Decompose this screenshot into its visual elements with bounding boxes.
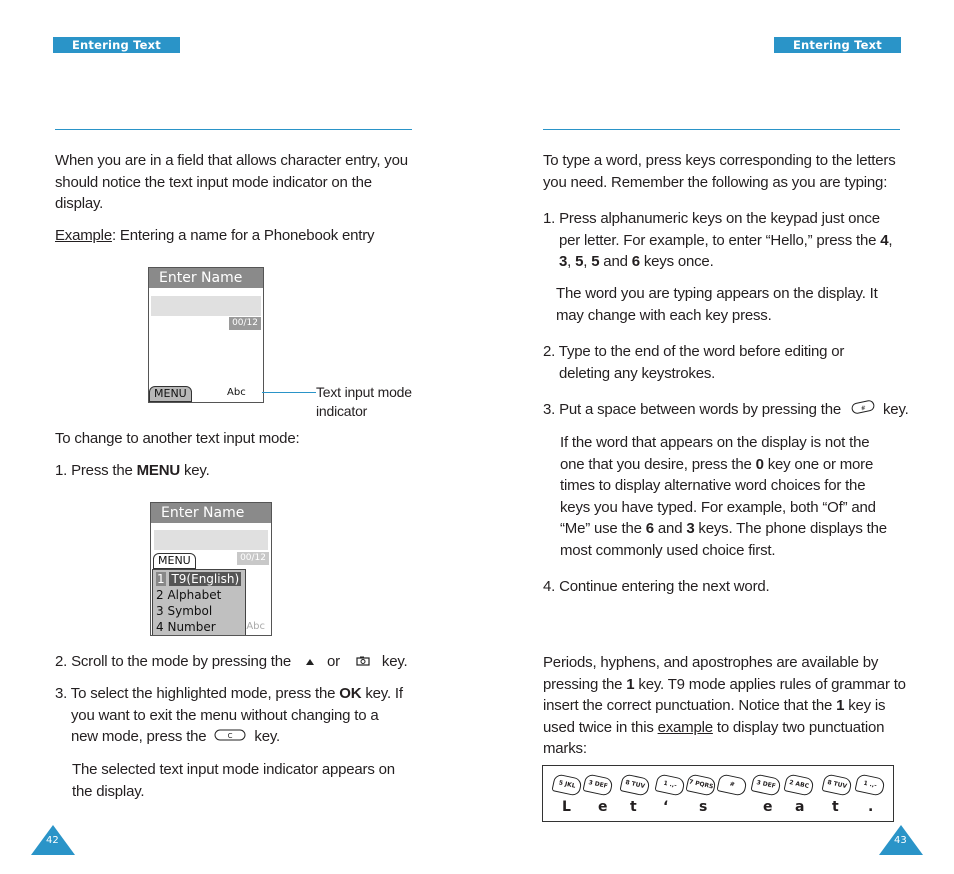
screen-title: Enter Name (149, 268, 263, 288)
example-label: Example (55, 227, 112, 244)
letter: t (832, 799, 839, 815)
punctuation-paragraph (543, 652, 906, 760)
right-step-1-note (556, 283, 878, 326)
right-step-1: 1. Press alphanumeric keys on the keypad just once per letter. For example, to enter “Hello,” press the 4, 3, 5, 5 and 6 keys once. (543, 210, 893, 270)
phone-screen-menu (150, 502, 272, 636)
step-1 (55, 460, 210, 482)
key-5-icon: 5 JKL (551, 773, 582, 796)
section-tab-right: Entering Text (774, 37, 901, 53)
divider-left (55, 129, 412, 130)
menu-key-name: MENU (136, 462, 180, 479)
r-s3-n2-pre: one that you desire, press the (560, 455, 756, 473)
note (72, 759, 395, 802)
char-counter: 00/12 (229, 317, 261, 330)
screen2-title: Enter Name (151, 503, 271, 523)
char-counter-2: 00/12 (237, 552, 269, 565)
r-s3-n4: keys you have typed. For example, both “Of” and (560, 498, 876, 516)
right-intro-line1: To type a word, press keys corresponding to the letters (543, 152, 896, 169)
svg-text:C: C (228, 732, 233, 741)
step-2-post: key. (381, 653, 408, 670)
callout-line (262, 392, 316, 393)
r-s3-n5-and: and (653, 520, 687, 537)
r-s3-n6: most commonly used choice first. (560, 541, 776, 559)
space-key-icon-2: # (716, 773, 747, 796)
letter: . (868, 799, 874, 815)
step-3-post: key. If (361, 685, 403, 702)
step-1-post: key. (179, 462, 210, 479)
change-mode-text: To change to another text input mode: (55, 430, 300, 447)
name-input-field-2 (154, 530, 268, 550)
p-line3-post: key is (844, 697, 886, 714)
menu-softkey-2: MENU (153, 553, 196, 569)
ok-key-name: OK (339, 685, 362, 702)
and-text: and (599, 253, 632, 270)
example-text: : Entering a name for a Phonebook entry (111, 227, 375, 244)
step-3-line2: you want to exit the menu without changing to a (71, 706, 379, 724)
p-line2-pre: pressing the (543, 675, 627, 693)
letter: ‘ (663, 799, 669, 815)
key-5a: 5 (575, 253, 584, 270)
mode-menu (152, 569, 246, 636)
r-step1-note-line1: The word you are typing appears on the display. It (556, 285, 878, 302)
r-s3-n1: If the word that appears on the display is not the (560, 434, 870, 451)
right-step-4: 4. Continue entering the next word. (543, 578, 770, 595)
note-line2: the display. (72, 782, 145, 800)
r-step3-pre: 3. Put a space between words by pressing the (543, 401, 842, 418)
letter: L (562, 799, 571, 815)
step-2 (55, 651, 408, 673)
key-8-icon-2: 8 TUV (821, 773, 852, 796)
right-step-3-note (560, 432, 887, 561)
p-line4-pre: used twice in this (543, 718, 658, 736)
key-3-icon-2: 3 DEF (750, 773, 781, 796)
step-2-mid: or (327, 653, 340, 670)
note-line1: The selected text input mode indicator appears on (72, 761, 395, 778)
clear-key-icon (214, 726, 246, 748)
p-line1: Periods, hyphens, and apostrophes are available by (543, 654, 879, 671)
menu-softkey: MENU (149, 386, 192, 402)
r-s3-n3: times to display alternative word choices for the (560, 477, 866, 494)
name-input-field (151, 296, 261, 316)
key-7-icon: 7 PQRS (685, 773, 716, 796)
letter: e (763, 799, 773, 815)
key-6: 6 (631, 253, 640, 270)
key-8-icon: 8 TUV (619, 773, 650, 796)
callout-line2: indicator (316, 403, 368, 419)
section-tab-left: Entering Text (53, 37, 180, 53)
step-3-line3-post: key. (254, 728, 280, 745)
page-number-right: 43 (894, 835, 907, 846)
phone-screen-enter-name (148, 267, 264, 403)
page-number-left: 42 (46, 835, 59, 846)
key-3: 3 (559, 253, 568, 270)
r-step2-line2: deleting any keystrokes. (559, 364, 716, 382)
key-5b: 5 (591, 253, 600, 270)
r-s3-n5-post: keys. The phone displays the (694, 520, 887, 537)
key-0: 0 (755, 455, 764, 473)
step-3-line3-pre: new mode, press the (71, 728, 207, 745)
key-1: 1 (626, 675, 635, 693)
r-step2-line1: 2. Type to the end of the word before editing or (543, 343, 845, 360)
p-line5: marks: (543, 740, 587, 757)
key-6b: 6 (645, 520, 654, 537)
divider-right (543, 129, 900, 130)
left-intro: When you are in a field that allows character entry, you should notice the text input mode indicator on the display. (55, 152, 408, 212)
text-mode-indicator-2: Abc (246, 621, 265, 632)
p-line4-post: to display two punctuation (712, 718, 885, 736)
right-intro-line2: you need. Remember the following as you are typing: (543, 173, 888, 191)
right-step-3 (543, 399, 909, 421)
step-3-pre: 3. To select the highlighted mode, press the (55, 685, 340, 702)
key-4: 4 (880, 231, 889, 249)
letter: a (795, 799, 805, 815)
key-sequence-example (542, 765, 894, 822)
r-step1-line2: per letter. For example, to enter “Hello,” press the (559, 231, 881, 249)
key-2-icon: 2 ABC (783, 773, 814, 796)
example-link[interactable]: example (657, 718, 713, 736)
r-s3-n5-pre: “Me” use the (560, 520, 646, 537)
step-1-pre: 1. Press the (55, 462, 137, 479)
step-3 (55, 683, 403, 748)
letter: s (699, 799, 708, 815)
key-3b: 3 (686, 520, 695, 537)
step-2-pre: 2. Scroll to the mode by pressing the (55, 653, 292, 670)
text-mode-indicator: Abc (227, 387, 246, 398)
r-step1-tail: keys once. (639, 253, 714, 270)
p-line2-post: key. T9 mode applies rules of grammar to (634, 675, 906, 693)
r-step3-post: key. (883, 401, 909, 418)
space-key-icon (851, 399, 875, 421)
callout-line1: Text input mode (316, 384, 412, 400)
letter: t (630, 799, 637, 815)
r-step1-note-line2: may change with each key press. (556, 306, 772, 324)
menu-item-t9[interactable]: 1 T9(English) (157, 572, 240, 586)
p-line3: insert the correct punctuation. Notice that the (543, 697, 837, 714)
letter: e (598, 799, 608, 815)
r-s3-n2-post: key one or more (763, 455, 874, 473)
key-3-icon: 3 DEF (582, 773, 613, 796)
camera-key-icon (356, 651, 370, 673)
key-1-icon: 1 .,- (654, 773, 685, 796)
example-line (55, 225, 374, 247)
right-step-2 (543, 341, 844, 384)
up-arrow-icon (305, 651, 315, 673)
key-1b: 1 (836, 697, 845, 714)
callout-label (316, 383, 412, 421)
svg-text:#: # (860, 404, 867, 413)
right-intro (543, 150, 896, 193)
menu-item-symbol[interactable]: 3 Symbol (156, 604, 213, 618)
menu-item-number[interactable]: 4 Number (156, 620, 216, 634)
r-step1-line1: 1. Press alphanumeric keys on the keypad just once (543, 210, 880, 227)
menu-item-alphabet[interactable]: 2 Alphabet (156, 588, 222, 602)
key-1-icon-2: 1 .,- (854, 773, 885, 796)
